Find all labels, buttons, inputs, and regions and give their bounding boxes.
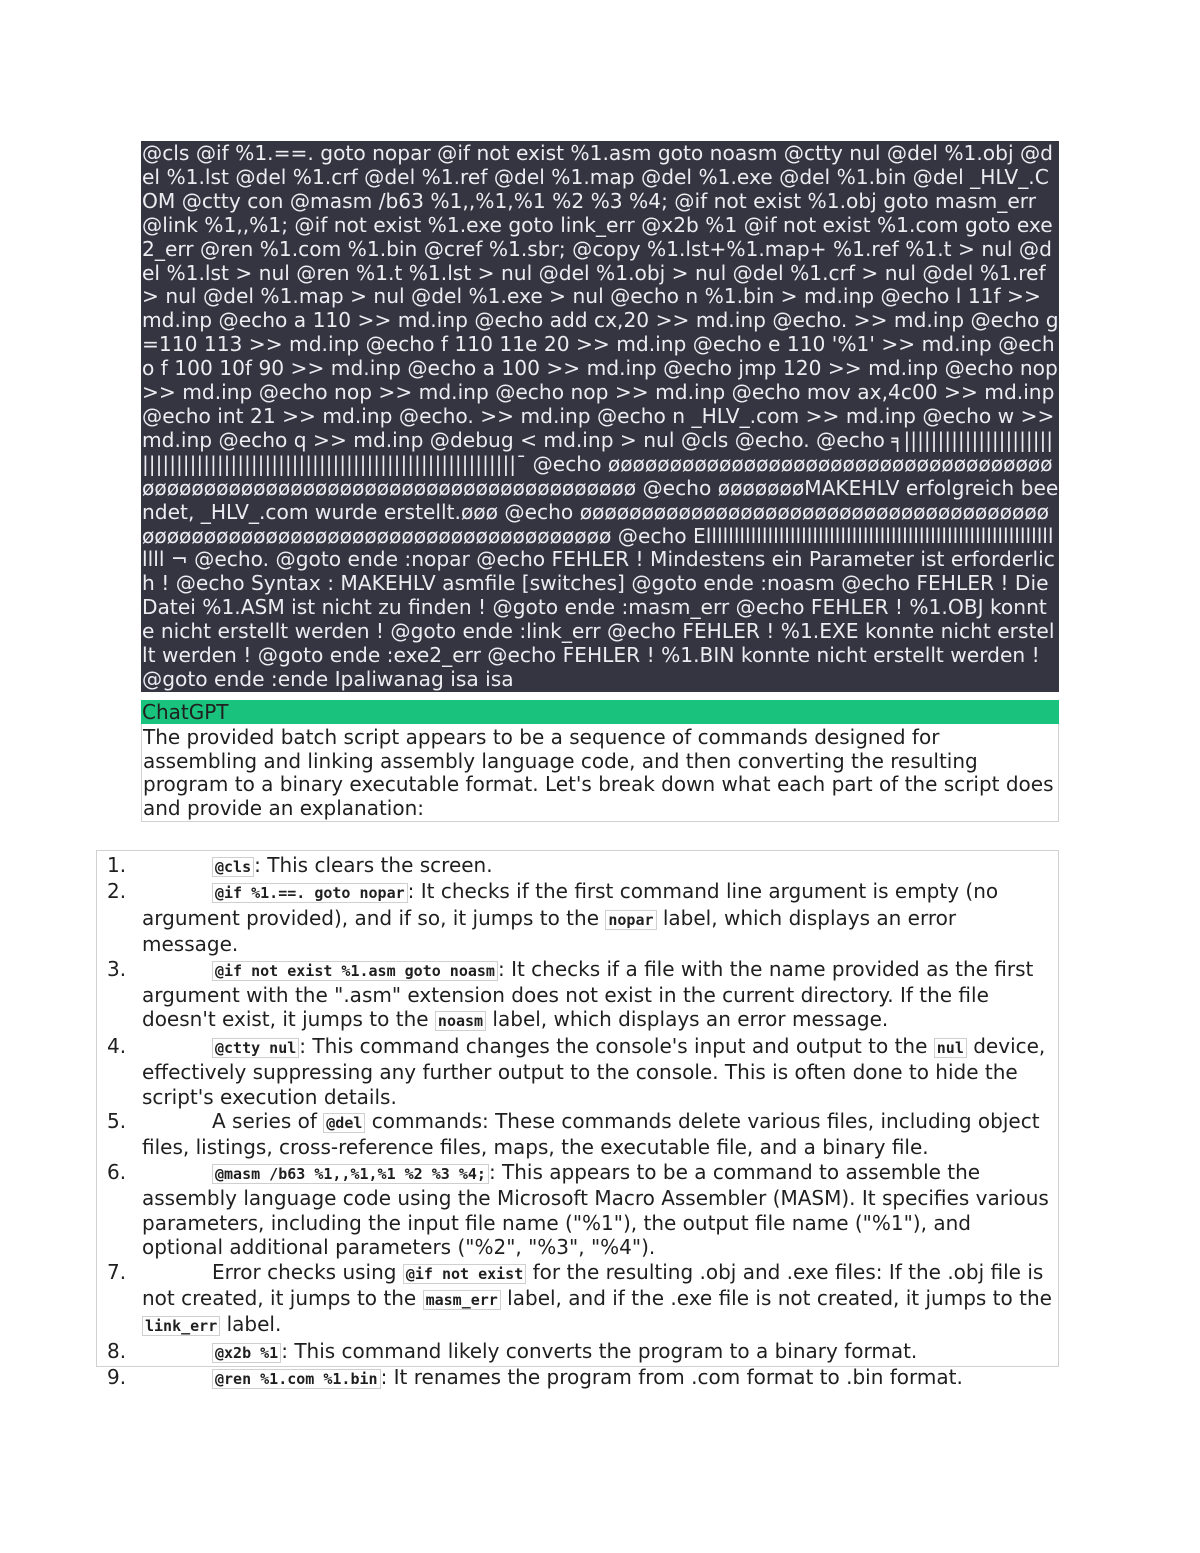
inline-code: nopar: [605, 910, 656, 930]
list-item: [97, 1339, 1058, 1365]
list-item: [97, 1260, 1058, 1339]
list-number: 7.: [107, 1259, 127, 1284]
step-text: : This command changes the console's input and output to the: [299, 1033, 934, 1058]
step-text: device, effectively suppressing any further output to the console. This is often done to hide the script's execution details.: [142, 1033, 1046, 1109]
list-number: 1.: [107, 853, 127, 877]
list-item: [97, 1034, 1058, 1109]
user-prompt: [141, 141, 1059, 692]
step-text: : It renames the program from .com format to .bin format.: [380, 1365, 963, 1390]
list-item: [97, 1160, 1058, 1260]
inline-code: @ren %1.com %1.bin: [212, 1369, 381, 1389]
step-text: for the resulting .obj and .exe files: If the .obj file is not created, it jumps to the: [142, 1259, 1044, 1310]
inline-code: @cls: [212, 857, 254, 877]
list-item: [97, 1365, 1058, 1391]
steps-list-container: [96, 850, 1059, 1390]
step-text: label, which displays an error message.: [486, 1007, 889, 1032]
list-item: [97, 853, 1058, 879]
assistant-label-bar: [141, 700, 1059, 724]
step-text: label, which displays an error message.: [142, 905, 957, 957]
step-text: label, and if the .exe file is not created, it jumps to the: [500, 1285, 1052, 1310]
prompt-text: @cls @if %1.==. goto nopar @if not exist %1.asm goto noasm @ctty nul @del %1.obj @del %1.lst @del %1.crf @del %1.ref @del %1.map @del %1.exe @del %1.bin @del _HLV_.COM @ctty con @masm /b63 %1,,%1,%1 %2 %3 %4; @if not exist %1.obj goto masm_err @link %1,,%1; @if not exist %1.exe goto link_err @x2b %1 @if not exist %1.com goto exe2_err @ren %1.com %1.bin @cref %1.sbr; @copy %1.lst+%1.map+ %1.ref %1.t > nul @del %1.lst > nul @ren %1.t %1.lst > nul @del %1.obj > nul @del %1.crf > nul @del %1.ref > nul @del %1.map > nul @del %1.exe > nul @echo n %1.bin > md.inp @echo l 11f >> md.inp @echo a 110 >> md.inp @echo add cx,20 >> md.inp @echo. >> md.inp @echo g =110 113 >> md.inp @echo f 110 11e 20 >> md.inp @echo e 110 '%1' >> md.inp @echo f 100 10f 90 >> md.inp @echo a 100 >> md.inp @echo jmp 120 >> md.inp @echo nop >> md.inp @echo nop >> md.inp @echo nop >> md.inp @echo mov ax,4c00 >> md.inp @echo int 21 >> md.inp @echo. >> md.inp @echo n _HLV_.com >> md.inp @echo w >> md.inp @echo q >> md.inp @debug < md.inp > nul @cls @echo. @echo ╕|||||||||||||||||||||||||||||||||||||||||||||||||||||||||||||||||||||||||||||¯ @echo øøøøøøøøøøøøøøøøøøøøøøøøøøøøøøøøøøøøøøøøøøøøøøøøøøøøøøøøøøøøøøøøøøøøøøøøøøøø @echo øøøøøøøMAKEHLV erfolgreich beendet, _HLV_.com wurde erstellt.øøø @echo øøøøøøøøøøøøøøøøøøøøøøøøøøøøøøøøøøøøøøøøøøøøøøøøøøøøøøøøøøøøøøøøøøøøøøøøøøøø @echo Ellllllllllllllllllllllllllllllllllllllllllllllllllllllllllllllllll ¬ @echo. @goto ende :nopar @echo FEHLER ! Mindestens ein Parameter ist erforderlich ! @echo Syntax : MAKEHLV asmfile [switches] @goto ende :noasm @echo FEHLER ! Die Datei %1.ASM ist nicht zu finden ! @goto ende :masm_err @echo FEHLER ! %1.OBJ konnte nicht erstellt werden ! @goto ende :link_err @echo FEHLER ! %1.EXE konnte nicht erstellt werden ! @goto ende :exe2_err @echo FEHLER ! %1.BIN konnte nicht erstellt werden ! @goto ende :ende Ipaliwanag isa isa: [142, 141, 1059, 691]
list-item: [97, 879, 1058, 956]
step-text: A series of: [212, 1109, 324, 1134]
inline-code: @ctty nul: [212, 1038, 299, 1058]
step-text: : It checks if the first command line argument is empty (no argument provided), and if so, it jumps to the: [142, 879, 999, 930]
inline-code: @masm /b63 %1,,%1,%1 %2 %3 %4;: [212, 1164, 489, 1184]
inline-code: @if not exist %1.asm goto noasm: [212, 961, 498, 981]
step-text: : This appears to be a command to assemble the assembly language code using the Microsoft Macro Assembler (MASM). It specifies various parameters, including the input file name ("%1"), the output file name ("%1"), and optional additional parameters ("%2", "%3", "%4").: [142, 1159, 1049, 1260]
steps-list: [97, 853, 1058, 1392]
inline-code: @if %1.==. goto nopar: [212, 883, 408, 903]
list-number: 8.: [107, 1338, 127, 1363]
list-number: 3.: [107, 956, 127, 981]
intro-text: The provided batch script appears to be a sequence of commands designed for assembling and linking assembly language code, and then converting the resulting program to a binary executable format. Let's break down what each part of the script does and provide an explanation:: [143, 725, 1054, 820]
list-number: 5.: [107, 1109, 127, 1134]
inline-code: masm_err: [423, 1290, 501, 1310]
step-text: label.: [220, 1312, 282, 1337]
step-text: : This clears the screen.: [254, 853, 493, 877]
list-number: 2.: [107, 879, 127, 904]
step-text: Error checks using: [212, 1259, 403, 1284]
step-text: : It checks if a file with the name provided as the first argument with the ".asm" extension does not exist in the current directory. If the file doesn't exist, it jumps to the: [142, 956, 1034, 1032]
inline-code: @if not exist: [403, 1264, 526, 1284]
inline-code: @x2b %1: [212, 1343, 281, 1363]
inline-code: link_err: [142, 1316, 220, 1336]
inline-code: noasm: [435, 1011, 486, 1031]
list-number: 6.: [107, 1159, 127, 1184]
step-text: commands: These commands delete various files, including object files, listings, cross-reference files, maps, the executable file, and a binary file.: [142, 1109, 1040, 1160]
inline-code: @del: [323, 1113, 365, 1133]
inline-code: nul: [934, 1038, 967, 1058]
list-number: 9.: [107, 1365, 127, 1390]
list-item: [97, 1109, 1058, 1160]
assistant-intro: [141, 724, 1059, 822]
assistant-label: ChatGPT: [142, 700, 229, 724]
step-text: : This command likely converts the program to a binary format.: [281, 1338, 918, 1363]
list-number: 4.: [107, 1033, 127, 1058]
list-item: [97, 957, 1058, 1034]
